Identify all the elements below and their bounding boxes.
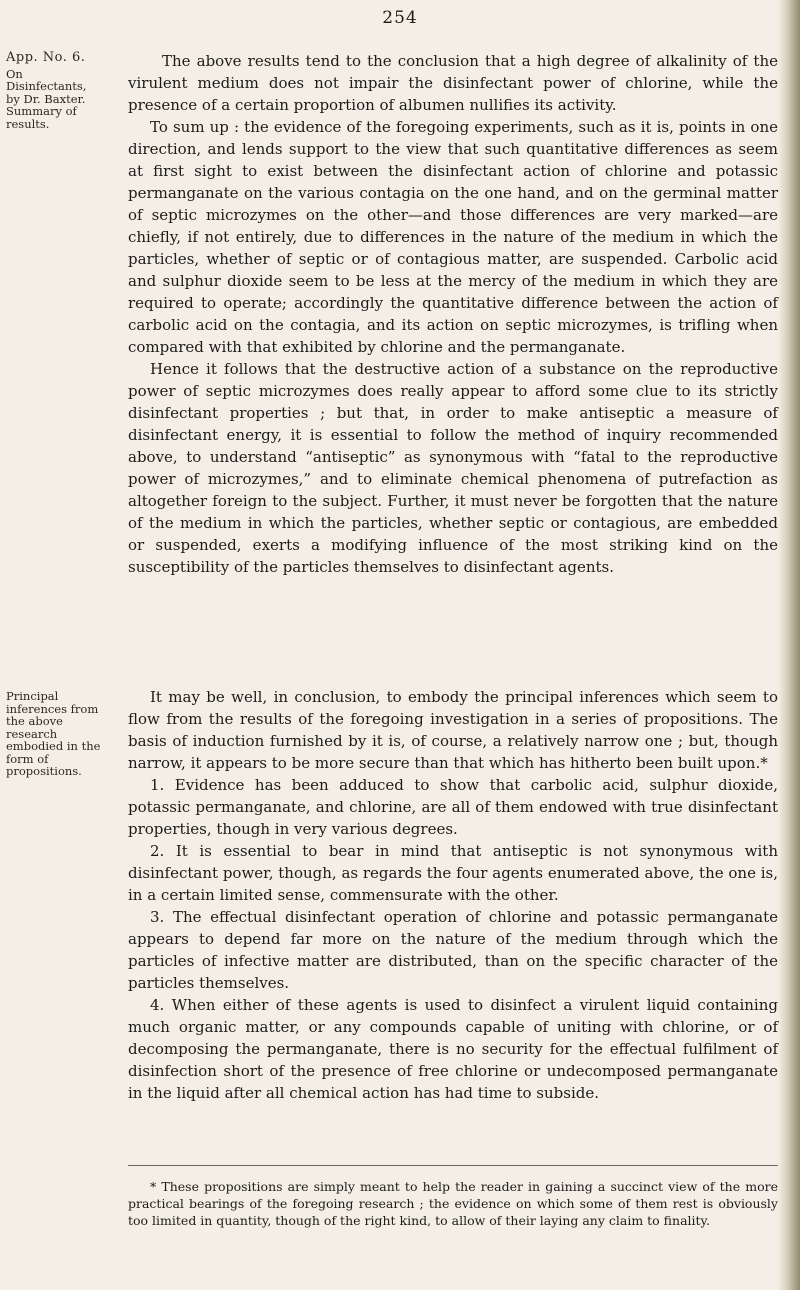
proposition-1: 1. Evidence has been adduced to show that carbolic acid, sulphur dioxide, potassic permanganate, and chlorine, are all of them endowed with true disinfectant properties, though in very various degrees.: [128, 776, 778, 838]
paragraph-conclusion: It may be well, in conclusion, to embody the principal inferences which seem to flow from the results of the foregoing investigation in a series of propositions. The basis of induction furnished by it is, of course, a relatively narrow one ; but, though narrow, it appears to be more secure than that which has hitherto been built upon.*: [128, 688, 778, 772]
appendix-reference: App. No. 6.: [6, 50, 86, 65]
propositions-section: [128, 686, 778, 1104]
footnote: * These propositions are simply meant to help the reader in gaining a succinct view of the more practical bearings of the foregoing research ; the evidence on which some of them rest is obviously too limited in quantity, though of the right kind, to allow of their laying any claim to finality.: [128, 1179, 778, 1228]
body-text: [128, 50, 778, 578]
footnote-divider: [128, 1165, 778, 1166]
paragraph-sum-up: To sum up : the evidence of the foregoing experiments, such as it is, points in one direction, and lends support to the view that such quantitative differences as seem at first sight to exist between the disinfectant action of chlorine and potassic permanganate on the various contagia on the one hand, and on the germinal matter of septic microzymes on the other—and those differences are very marked—are chiefly, if not entirely, due to differences in the nature of the medium in which the particles, whether of septic or of contagious matter, are suspended. Carbolic acid and sulphur dioxide seem to be less at the mercy of the medium in which they are required to operate; accordingly the quantitative difference between the action of carbolic acid on the contagia, and its action on septic microzymes, is trifling when compared with that exhibited by chlorine and the permanganate.: [128, 118, 778, 356]
page-edge-shadow: [778, 0, 800, 1290]
margin-note-text: On Disinfectants, by Dr. Baxter. Summary of results.: [6, 66, 87, 131]
margin-note-inferences: [6, 690, 102, 778]
proposition-3: 3. The effectual disinfectant operation of chlorine and potassic permanganate appears to depend far more on the nature of the medium through which the particles of infective matter are distributed, than on the specific character of the particles themselves.: [128, 908, 778, 992]
margin-note-summary: [6, 52, 102, 130]
proposition-4: 4. When either of these agents is used to disinfect a virulent liquid containing much organic matter, or any compounds capable of uniting with chlorine, or of decomposing the permanganate, there is no security for the effectual fulfilment of disinfection short of the presence of free chlorine or undecomposed permanganate in the liquid after all chemical action has had time to subside.: [128, 996, 778, 1102]
page-number: 254: [382, 8, 418, 28]
paragraph-results: The above results tend to the conclusion that a high degree of alkalinity of the virulent medium does not impair the disinfectant power of chlorine, while the presence of a certain proportion of albumen nullifies its activity.: [128, 52, 778, 114]
proposition-2: 2. It is essential to bear in mind that antiseptic is not synonymous with disinfectant power, though, as regards the four agents enumerated above, the one is, in a certain limited sense, commensurate with the other.: [128, 842, 778, 904]
paragraph-hence: Hence it follows that the destructive action of a substance on the reproductive power of septic microzymes does really appear to afford some clue to its strictly disinfectant properties ; but that, in order to make antiseptic a measure of disinfectant energy, it is essential to follow the method of inquiry recommended above, to understand “antiseptic” as synonymous with “fatal to the reproductive power of microzymes,” and to eliminate chemical phenomena of putrefaction as altogether foreign to the subject. Further, it must never be forgotten that the nature of the medium in which the particles, whether septic or contagious, are embedded or suspended, exerts a modifying influence of the most striking kind on the susceptibility of the particles themselves to disinfectant agents.: [128, 360, 778, 576]
margin-note-text: Principal inferences from the above research embodied in the form of propositions.: [6, 689, 101, 778]
